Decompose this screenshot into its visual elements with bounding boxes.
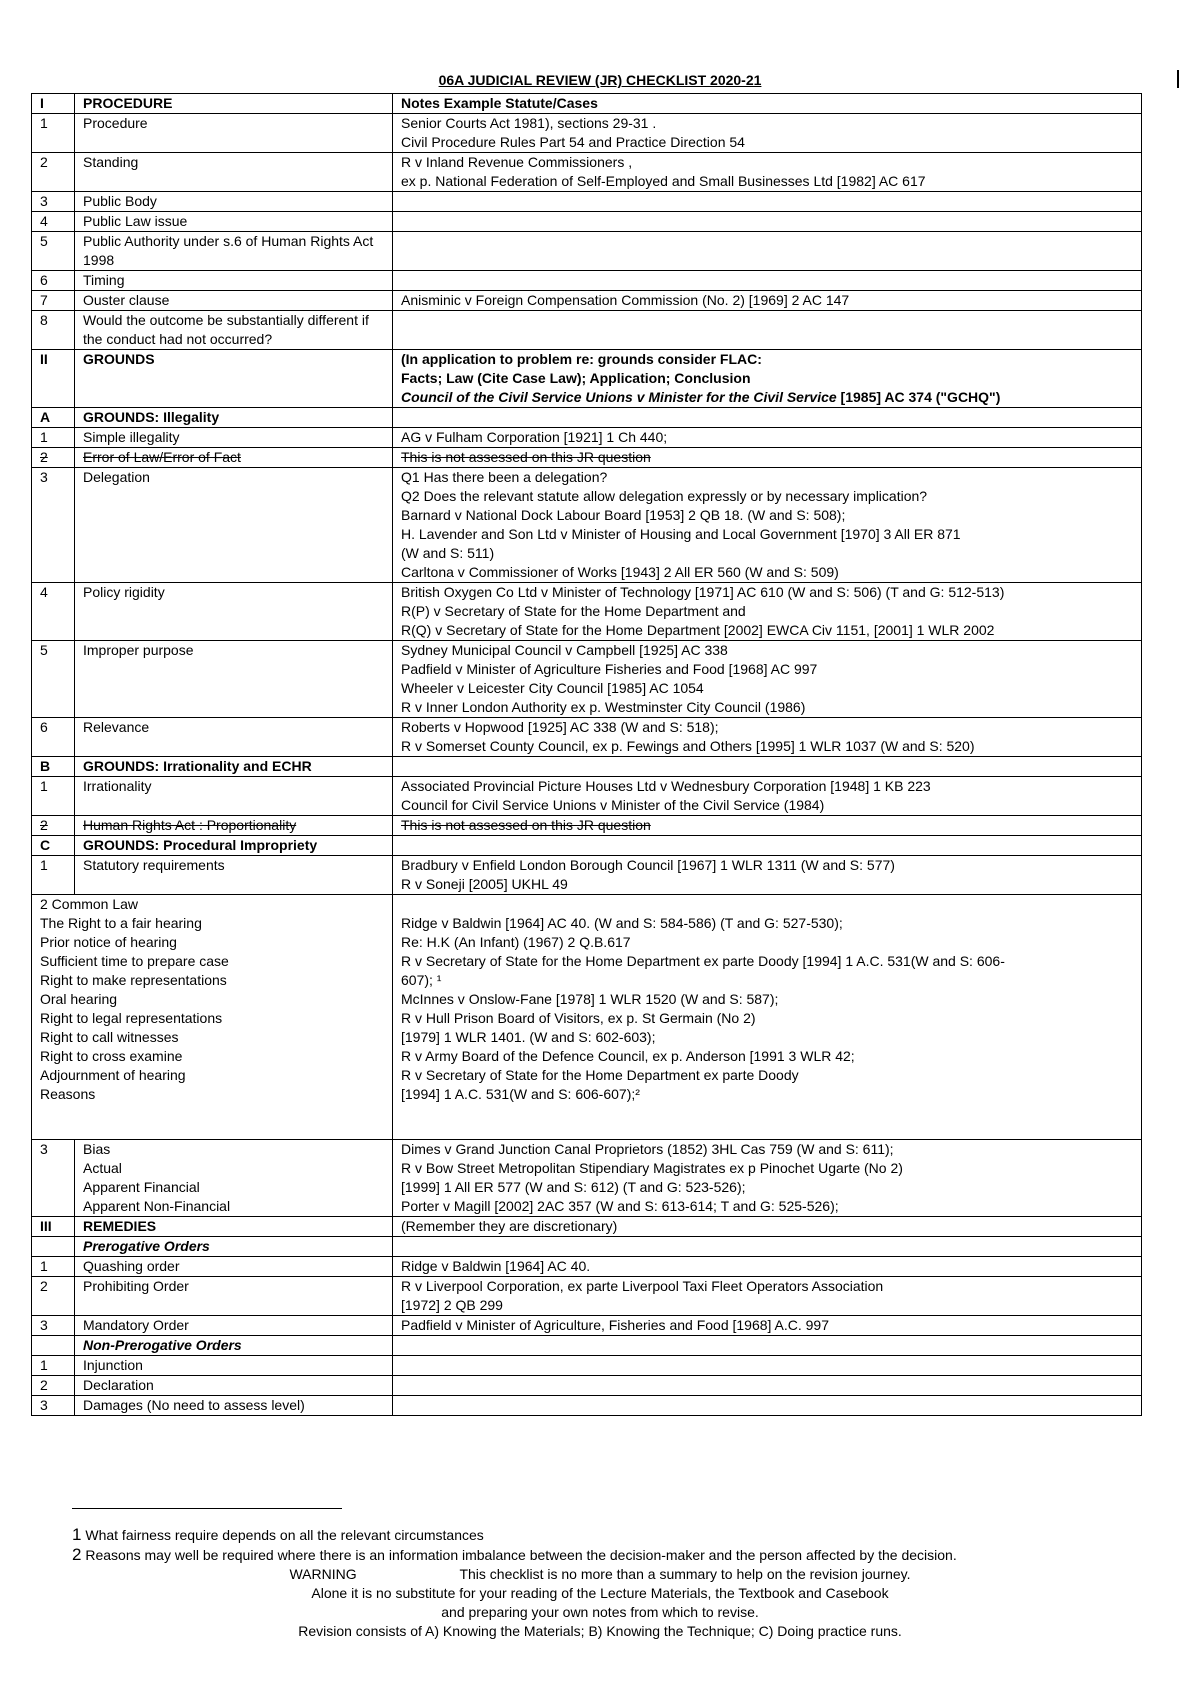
table-row — [32, 1257, 1142, 1277]
section-heading-line: PROCEDURE — [83, 95, 173, 111]
row-label — [75, 448, 393, 468]
footnote-number: 1 — [72, 1525, 82, 1544]
row-notes-line: AG v Fulham Corporation [1921] 1 Ch 440; — [401, 429, 668, 445]
row-label-line: Public Law issue — [83, 213, 188, 229]
common-law-row — [32, 895, 1142, 1140]
grounds-intro-case — [401, 388, 1137, 407]
subsection-heading-line: GROUNDS: Illegality — [83, 409, 220, 425]
row-number — [32, 1336, 75, 1356]
row-label-line: Procedure — [83, 115, 148, 131]
row-number — [32, 212, 75, 232]
table-row — [32, 232, 1142, 271]
table-row — [32, 1356, 1142, 1376]
footnote-rule — [72, 1508, 342, 1509]
row-number-line: 8 — [40, 312, 48, 328]
row-notes-line: R v Inner London Authority ex p. Westminster City Council (1986) — [401, 699, 806, 715]
row-notes — [393, 153, 1142, 192]
common-law-notes-line: R v Army Board of the Defence Council, ex p. Anderson [1991 3 WLR 42; — [401, 1048, 855, 1064]
case-citation: [1985] AC 374 ("GCHQ") — [836, 389, 1001, 405]
row-label — [75, 856, 393, 895]
row-notes-line: Padfield v Minister of Agriculture Fisheries and Food [1968] AC 997 — [401, 661, 818, 677]
margin-mark — [1177, 70, 1179, 88]
section-header-remedies — [32, 1217, 1142, 1237]
row-label — [75, 468, 393, 583]
table-row — [32, 1396, 1142, 1416]
row-number-line: 7 — [40, 292, 48, 308]
row-notes-line: [1972] 2 QB 299 — [401, 1297, 503, 1313]
row-notes — [393, 468, 1142, 583]
row-label-line: Policy rigidity — [83, 584, 165, 600]
row-notes — [393, 816, 1142, 836]
warning-line-1 — [160, 1565, 1040, 1584]
row-number-line: 4 — [40, 584, 48, 600]
row-notes-line: Dimes v Grand Junction Canal Proprietors (1852) 3HL Cas 759 (W and S: 611); — [401, 1141, 894, 1157]
common-law-notes — [393, 895, 1142, 1140]
subsection-heading-line: GROUNDS: Irrationality and ECHR — [83, 758, 312, 774]
row-number — [32, 1277, 75, 1316]
section-number — [32, 94, 75, 114]
table-row — [32, 271, 1142, 291]
row-label-line: Ouster clause — [83, 292, 170, 308]
table-row — [32, 718, 1142, 757]
common-law-notes-line: McInnes v Onslow-Fane [1978] 1 WLR 1520 (W and S: 587); — [401, 991, 779, 1007]
table-row — [32, 291, 1142, 311]
row-notes — [393, 1277, 1142, 1316]
bias-row — [32, 1140, 1142, 1217]
row-notes — [393, 1140, 1142, 1217]
row-number — [32, 428, 75, 448]
grounds-intro — [393, 350, 1142, 408]
common-law-label-line: Sufficient time to prepare case — [40, 953, 229, 969]
row-label — [75, 777, 393, 816]
common-law-notes-line: Ridge v Baldwin [1964] AC 40. (W and S: 584-586) (T and G: 527-530); — [401, 915, 843, 931]
grounds-intro-line: (In application to problem re: grounds consider FLAC: — [401, 351, 762, 367]
row-number-line: 5 — [40, 233, 48, 249]
row-number — [32, 1316, 75, 1336]
row-label-line: Irrationality — [83, 778, 152, 794]
row-label-line: Bias — [83, 1141, 111, 1157]
row-notes-line: Wheeler v Leicester City Council [1985] AC 1054 — [401, 680, 704, 696]
row-notes-line: Council for Civil Service Unions v Minister of the Civil Service (1984) — [401, 797, 825, 813]
row-label — [75, 153, 393, 192]
row-label — [75, 311, 393, 350]
row-label — [75, 1376, 393, 1396]
common-law-label-line: Right to call witnesses — [40, 1029, 179, 1045]
row-notes-line: Sydney Municipal Council v Campbell [1925] AC 338 — [401, 642, 728, 658]
row-label — [75, 114, 393, 153]
table-row — [32, 1316, 1142, 1336]
row-notes-line: Associated Provincial Picture Houses Ltd v Wednesbury Corporation [1948] 1 KB 223 — [401, 778, 931, 794]
row-number — [32, 192, 75, 212]
row-label — [75, 1316, 393, 1336]
row-label-line: Would the outcome be substantially different if the conduct had not occurred? — [83, 312, 369, 347]
table-row — [32, 583, 1142, 641]
row-notes-line: Bradbury v Enfield London Borough Council [1967] 1 WLR 1311 (W and S: 577) — [401, 857, 895, 873]
common-law-label — [32, 895, 393, 1140]
subsection-letter-line: B — [40, 758, 51, 774]
row-notes — [393, 777, 1142, 816]
subsection-header-illegality — [32, 408, 1142, 428]
section-heading — [75, 350, 393, 408]
table-row — [32, 311, 1142, 350]
row-notes-line: R v Liverpool Corporation, ex parte Liverpool Taxi Fleet Operators Association — [401, 1278, 884, 1294]
footnote-1 — [72, 1525, 1172, 1545]
row-notes-line: Ridge v Baldwin [1964] AC 40. — [401, 1258, 591, 1274]
footnote-text: What fairness require depends on all the relevant circumstances — [81, 1527, 484, 1543]
row-number — [32, 1376, 75, 1396]
row-notes-line: R(Q) v Secretary of State for the Home Department [2002] EWCA Civ 1151, [2001] 1 WLR 2002 — [401, 622, 995, 638]
table-row — [32, 428, 1142, 448]
subsection-header-irrationality — [32, 757, 1142, 777]
row-notes-line: Padfield v Minister of Agriculture, Fisheries and Food [1968] A.C. 997 — [401, 1317, 830, 1333]
common-law-label-line: Oral hearing — [40, 991, 118, 1007]
row-label — [75, 583, 393, 641]
common-law-notes-line: [1994] 1 A.C. 531(W and S: 606-607);² — [401, 1086, 640, 1102]
row-number-line: 3 — [40, 1141, 48, 1157]
row-notes — [393, 271, 1142, 291]
row-notes-line: Porter v Magill [2002] 2AC 357 (W and S: 613-614; T and G: 525-526); — [401, 1198, 839, 1214]
row-number-line: 3 — [40, 1397, 48, 1413]
table-row — [32, 777, 1142, 816]
row-number — [32, 816, 75, 836]
subsection-heading-line: GROUNDS: Procedural Impropriety — [83, 837, 318, 853]
section-number — [32, 350, 75, 408]
row-label-line: Simple illegality — [83, 429, 180, 445]
row-notes — [393, 428, 1142, 448]
row-number — [32, 1140, 75, 1217]
row-notes-line: Carltona v Commissioner of Works [1943] 2 All ER 560 (W and S: 509) — [401, 564, 839, 580]
table-row — [32, 114, 1142, 153]
subsection-heading — [75, 408, 393, 428]
row-number — [32, 1257, 75, 1277]
table-row — [32, 212, 1142, 232]
row-number — [32, 1237, 75, 1257]
common-law-notes-line: 607); ¹ — [401, 972, 442, 988]
common-law-notes-line: R v Secretary of State for the Home Department ex parte Doody [1994] 1 A.C. 531(W and S: 606- — [401, 953, 1005, 969]
table-row — [32, 641, 1142, 718]
section-number — [32, 1217, 75, 1237]
row-notes — [393, 311, 1142, 350]
row-label-line: Actual — [83, 1160, 122, 1176]
row-notes — [393, 408, 1142, 428]
row-notes — [393, 641, 1142, 718]
row-notes-line: Q2 Does the relevant statute allow delegation expressly or by necessary implication? — [401, 488, 928, 504]
row-label-line: Statutory requirements — [83, 857, 225, 873]
row-label-line: Damages (No need to assess level) — [83, 1397, 305, 1413]
row-number — [32, 468, 75, 583]
section-heading-line: GROUNDS — [83, 351, 155, 367]
row-label — [75, 271, 393, 291]
common-law-notes-line: R v Secretary of State for the Home Department ex parte Doody — [401, 1067, 799, 1083]
row-label — [75, 718, 393, 757]
subsection-letter — [32, 408, 75, 428]
non-prerogative-heading-line: Non-Prerogative Orders — [83, 1337, 242, 1353]
checklist-body — [32, 94, 1142, 1416]
row-label-line: Injunction — [83, 1357, 143, 1373]
row-number — [32, 718, 75, 757]
row-notes-line: British Oxygen Co Ltd v Minister of Technology [1971] AC 610 (W and S: 506) (T and G: 512-513) — [401, 584, 1005, 600]
row-notes — [393, 583, 1142, 641]
row-notes-line: Q1 Has there been a delegation? — [401, 469, 608, 485]
row-label-line: Timing — [83, 272, 125, 288]
row-number-line: 3 — [40, 1317, 48, 1333]
row-notes — [393, 114, 1142, 153]
row-notes — [393, 1336, 1142, 1356]
subsection-letter — [32, 757, 75, 777]
subsection-letter-line: A — [40, 409, 51, 425]
row-label — [75, 1257, 393, 1277]
row-label-line: Standing — [83, 154, 139, 170]
row-number-line: 3 — [40, 193, 48, 209]
warning-line-4: Revision consists of A) Knowing the Materials; B) Knowing the Technique; C) Doing practice runs. — [298, 1623, 902, 1639]
row-number — [32, 641, 75, 718]
row-label — [75, 1356, 393, 1376]
row-notes-line: Barnard v National Dock Labour Board [1953] 2 QB 18. (W and S: 508); — [401, 507, 846, 523]
row-notes-line: (W and S: 511) — [401, 545, 495, 561]
warning-text: This checklist is no more than a summary to help on the revision journey. — [459, 1566, 911, 1582]
row-label-line: Declaration — [83, 1377, 154, 1393]
row-number-line: 5 — [40, 642, 48, 658]
row-label — [75, 641, 393, 718]
row-label — [75, 428, 393, 448]
row-label-line: Apparent Financial — [83, 1179, 200, 1195]
row-label-line: Prohibiting Order — [83, 1278, 189, 1294]
section-number-line: III — [40, 1218, 52, 1234]
row-number — [32, 1396, 75, 1416]
footnote-2 — [72, 1545, 1172, 1565]
remedies-note — [393, 1217, 1142, 1237]
row-label-line: Error of Law/Error of Fact — [83, 449, 241, 465]
row-notes — [393, 212, 1142, 232]
row-number-line: 4 — [40, 213, 48, 229]
row-number — [32, 291, 75, 311]
row-label — [75, 232, 393, 271]
section-number-line: I — [40, 95, 44, 111]
common-law-label-line: Right to legal representations — [40, 1010, 223, 1026]
common-law-label-line: The Right to a fair hearing — [40, 915, 202, 931]
common-law-notes-line: [1979] 1 WLR 1401. (W and S: 602-603); — [401, 1029, 656, 1045]
row-notes-line: Senior Courts Act 1981), sections 29-31 . — [401, 115, 657, 131]
row-number-line: 2 — [40, 1377, 48, 1393]
row-number — [32, 777, 75, 816]
row-notes-line: H. Lavender and Son Ltd v Minister of Housing and Local Government [1970] 3 All ER 871 — [401, 526, 961, 542]
table-row — [32, 856, 1142, 895]
table-row — [32, 192, 1142, 212]
row-label-line: Improper purpose — [83, 642, 194, 658]
table-row — [32, 153, 1142, 192]
row-notes — [393, 291, 1142, 311]
notes-heading-line: Notes Example Statute/Cases — [401, 95, 598, 111]
section-heading — [75, 94, 393, 114]
footnote-number: 2 — [72, 1545, 82, 1564]
non-prerogative-header — [32, 1336, 1142, 1356]
common-law-label-line: Adjournment of hearing — [40, 1067, 186, 1083]
row-number-line: 6 — [40, 719, 48, 735]
row-label-line: Public Body — [83, 193, 157, 209]
grounds-intro-line: Facts; Law (Cite Case Law); Application; Conclusion — [401, 370, 751, 386]
row-notes — [393, 1237, 1142, 1257]
row-notes — [393, 1257, 1142, 1277]
row-notes — [393, 1376, 1142, 1396]
warning-line-3: and preparing your own notes from which to revise. — [441, 1604, 759, 1620]
row-number — [32, 114, 75, 153]
row-notes-line: [1999] 1 All ER 577 (W and S: 612) (T and G: 523-526); — [401, 1179, 746, 1195]
warning-line-2: Alone it is no substitute for your reading of the Lecture Materials, the Textbook and Casebook — [311, 1585, 889, 1601]
row-notes-line: Civil Procedure Rules Part 54 and Practice Direction 54 — [401, 134, 745, 150]
row-number — [32, 448, 75, 468]
row-notes — [393, 836, 1142, 856]
footnote-text: Reasons may well be required where there is an information imbalance between the decision-maker and the person affected by the decision. — [81, 1547, 957, 1563]
common-law-label-line: Prior notice of hearing — [40, 934, 177, 950]
row-number-line: 2 — [40, 1278, 48, 1294]
section-header-procedure — [32, 94, 1142, 114]
row-label — [75, 1277, 393, 1316]
row-label — [75, 212, 393, 232]
row-number-line: 2 — [40, 449, 48, 465]
document-title: 06A JUDICIAL REVIEW (JR) CHECKLIST 2020-21 — [438, 72, 762, 88]
row-number — [32, 583, 75, 641]
row-number-line: 2 — [40, 154, 48, 170]
row-notes-line: R v Somerset County Council, ex p. Fewings and Others [1995] 1 WLR 1037 (W and S: 520) — [401, 738, 975, 754]
common-law-label-line: Right to make representations — [40, 972, 227, 988]
row-notes — [393, 757, 1142, 777]
row-notes-line: This is not assessed on this JR question — [401, 817, 651, 833]
row-number-line: 6 — [40, 272, 48, 288]
row-label-line: Public Authority under s.6 of Human Rights Act 1998 — [83, 233, 374, 268]
row-number-line: 1 — [40, 857, 48, 873]
section-number-line: II — [40, 351, 48, 367]
row-label-line: Human Rights Act : Proportionality — [83, 817, 297, 833]
subsection-header-procedural — [32, 836, 1142, 856]
section-heading-line: REMEDIES — [83, 1218, 157, 1234]
row-label — [75, 816, 393, 836]
table-row — [32, 1277, 1142, 1316]
row-number — [32, 856, 75, 895]
row-number-line: 1 — [40, 1258, 48, 1274]
table-row — [32, 468, 1142, 583]
row-label — [75, 1140, 393, 1217]
row-number-line: 1 — [40, 429, 48, 445]
row-label — [75, 192, 393, 212]
table-row — [32, 816, 1142, 836]
subsection-heading — [75, 836, 393, 856]
common-law-notes-line: Re: H.K (An Infant) (1967) 2 Q.B.617 — [401, 934, 631, 950]
row-notes-line: R v Inland Revenue Commissioners , — [401, 154, 633, 170]
row-notes — [393, 1316, 1142, 1336]
table-row — [32, 448, 1142, 468]
row-notes-line: Roberts v Hopwood [1925] AC 338 (W and S: 518); — [401, 719, 719, 735]
prerogative-header — [32, 1237, 1142, 1257]
non-prerogative-heading — [75, 1336, 393, 1356]
row-label-line: Mandatory Order — [83, 1317, 189, 1333]
row-notes-line: Anisminic v Foreign Compensation Commission (No. 2) [1969] 2 AC 147 — [401, 292, 850, 308]
common-law-label-line: Right to cross examine — [40, 1048, 183, 1064]
row-label — [75, 1396, 393, 1416]
checklist-table — [31, 93, 1142, 1416]
warning-label: WARNING — [289, 1566, 357, 1582]
row-notes-line: R v Bow Street Metropolitan Stipendiary Magistrates ex p Pinochet Ugarte (No 2) — [401, 1160, 903, 1176]
row-number-line: 1 — [40, 115, 48, 131]
common-law-label-line: 2 Common Law — [40, 896, 139, 912]
common-law-notes-line — [401, 895, 1137, 914]
row-label — [75, 291, 393, 311]
row-number-line: 1 — [40, 1357, 48, 1373]
row-number — [32, 1356, 75, 1376]
row-notes — [393, 1356, 1142, 1376]
row-number — [32, 232, 75, 271]
row-number — [32, 311, 75, 350]
row-label-line: Relevance — [83, 719, 150, 735]
row-notes-line: R v Soneji [2005] UKHL 49 — [401, 876, 568, 892]
section-header-grounds — [32, 350, 1142, 408]
common-law-notes-line: R v Hull Prison Board of Visitors, ex p. St Germain (No 2) — [401, 1010, 756, 1026]
prerogative-heading-line: Prerogative Orders — [83, 1238, 210, 1254]
row-notes — [393, 1396, 1142, 1416]
notes-heading — [393, 94, 1142, 114]
row-notes-line: This is not assessed on this JR question — [401, 449, 651, 465]
subsection-letter — [32, 836, 75, 856]
subsection-letter-line: C — [40, 837, 51, 853]
row-number — [32, 271, 75, 291]
row-number-line: 3 — [40, 469, 48, 485]
row-notes — [393, 192, 1142, 212]
row-notes — [393, 448, 1142, 468]
table-row — [32, 1376, 1142, 1396]
prerogative-heading — [75, 1237, 393, 1257]
subsection-heading — [75, 757, 393, 777]
footnotes — [72, 1525, 1172, 1565]
common-law-label-line: Reasons — [40, 1086, 96, 1102]
row-notes — [393, 718, 1142, 757]
row-notes-line: ex p. National Federation of Self-Employed and Small Businesses Ltd [1982] AC 617 — [401, 173, 926, 189]
row-notes-line: R(P) v Secretary of State for the Home Department and — [401, 603, 746, 619]
row-notes — [393, 856, 1142, 895]
remedies-note-line: (Remember they are discretionary) — [401, 1218, 618, 1234]
row-label-line: Quashing order — [83, 1258, 180, 1274]
row-number-line: 1 — [40, 778, 48, 794]
case-name: Council of the Civil Service Unions v Minister for the Civil Service — [401, 389, 837, 405]
section-heading — [75, 1217, 393, 1237]
row-label-line: Apparent Non-Financial — [83, 1198, 231, 1214]
row-label-line: Delegation — [83, 469, 150, 485]
row-number — [32, 153, 75, 192]
row-notes — [393, 232, 1142, 271]
row-number-line: 2 — [40, 817, 48, 833]
warning-block — [160, 1565, 1040, 1641]
